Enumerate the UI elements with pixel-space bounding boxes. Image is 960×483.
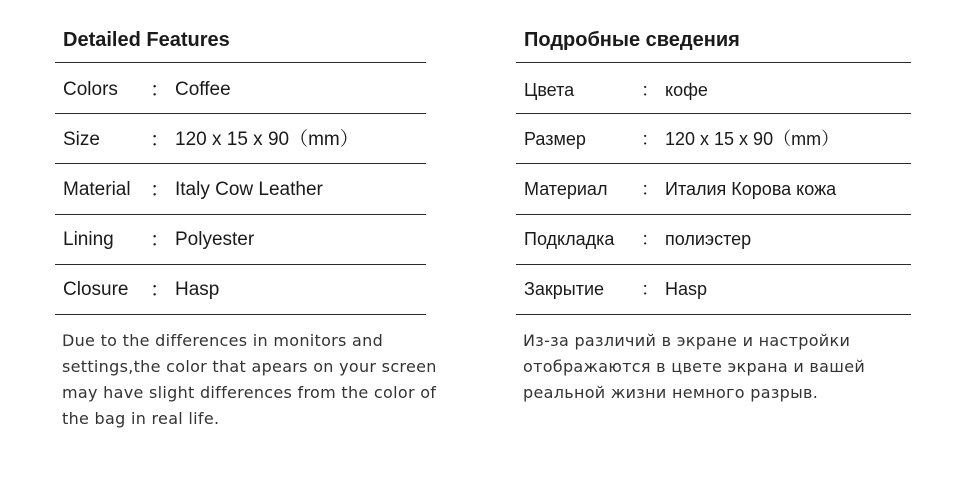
spec-row-lining	[516, 214, 911, 264]
spec-row-material	[516, 164, 911, 214]
spec-value: 120 x 15 x 90（mm）	[175, 129, 359, 150]
spec-label: Closure	[63, 279, 129, 300]
spec-separator: ：	[641, 80, 659, 100]
spec-value: Италия Корова кожа	[665, 179, 837, 199]
spec-separator: ：	[150, 129, 170, 151]
spec-row-colors	[516, 65, 911, 115]
divider	[55, 113, 426, 114]
spec-value: Hasp	[175, 279, 220, 300]
spec-separator: ：	[150, 179, 170, 201]
spec-value: 120 x 15 x 90（mm）	[665, 129, 840, 149]
spec-separator: ：	[150, 279, 170, 301]
spec-label: Colors	[63, 79, 118, 100]
spec-value: полиэстер	[665, 229, 752, 249]
spec-row-closure	[55, 265, 426, 315]
spec-row-size	[55, 115, 426, 165]
spec-separator: ：	[150, 79, 170, 101]
color-disclaimer: Из-за различий в экране и настройки отображаются в цвете экрана и вашей реальной жизни немного разрыв.	[523, 331, 866, 402]
spec-label: Material	[63, 179, 131, 200]
spec-label: Материал	[524, 179, 608, 199]
spec-row-lining	[55, 215, 426, 265]
divider	[516, 314, 911, 315]
spec-row-size	[516, 114, 911, 164]
spec-separator: ：	[641, 179, 659, 199]
spec-separator: ：	[641, 279, 659, 299]
divider	[516, 62, 911, 63]
divider	[55, 163, 426, 164]
spec-value: Polyester	[175, 229, 255, 250]
divider	[55, 62, 426, 63]
spec-value: Italy Cow Leather	[175, 179, 323, 200]
panel-title: Подробные сведения	[524, 29, 740, 51]
spec-row-material	[55, 165, 426, 215]
spec-label: Lining	[63, 229, 114, 250]
spec-label: Закрытие	[524, 279, 605, 299]
spec-label: Цвета	[524, 80, 575, 100]
spec-value: кофе	[665, 80, 708, 100]
spec-row-closure	[516, 264, 911, 314]
panel-title: Detailed Features	[63, 29, 230, 51]
spec-separator: ：	[641, 129, 659, 149]
spec-separator: ：	[150, 229, 170, 251]
spec-row-colors	[55, 65, 426, 115]
spec-label: Размер	[524, 129, 586, 149]
divider	[55, 314, 426, 315]
color-disclaimer: Due to the differences in monitors and settings,the color that apears on your screen may have slight differences from the color of the bag in real life.	[62, 331, 437, 428]
spec-value: Hasp	[665, 279, 708, 299]
spec-label: Size	[63, 129, 100, 150]
spec-value: Coffee	[175, 79, 231, 100]
spec-label: Подкладка	[524, 229, 615, 249]
spec-separator: ：	[641, 229, 659, 249]
